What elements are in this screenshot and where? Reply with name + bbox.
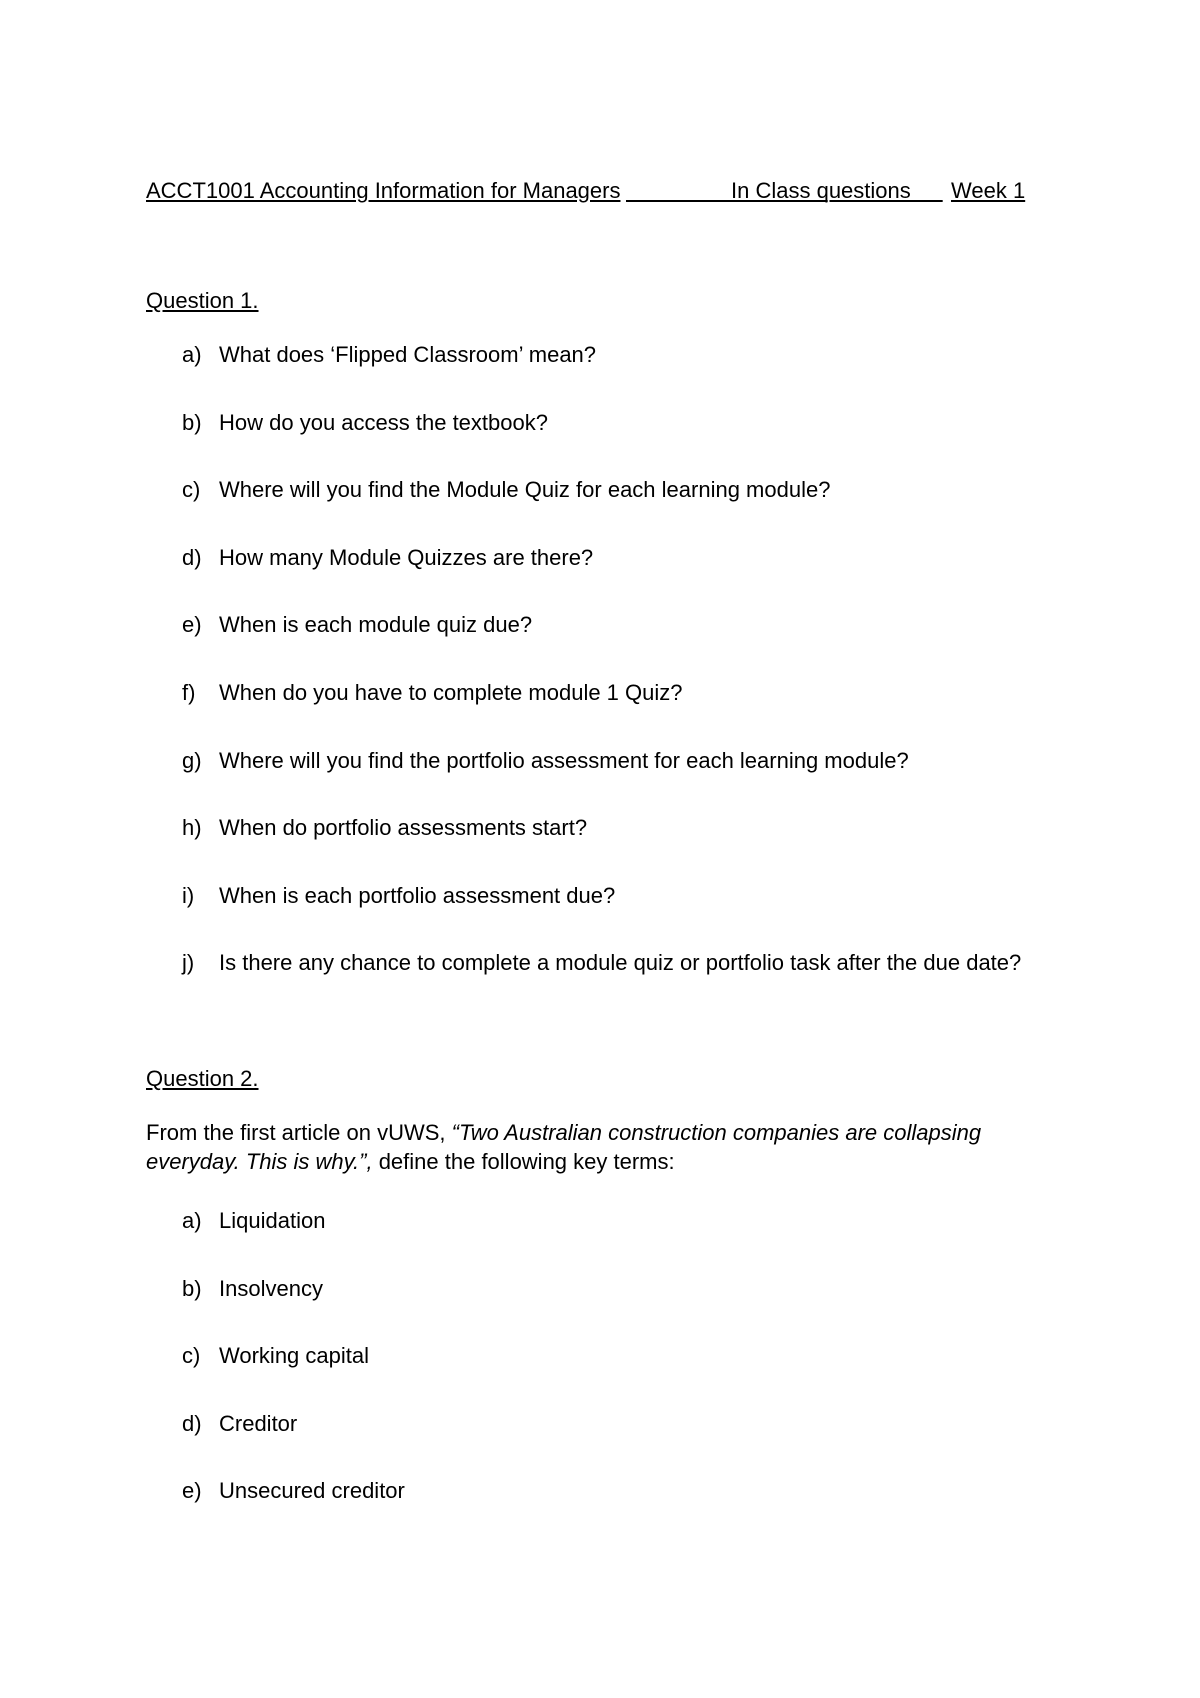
list-item: [0, 1206, 1100, 1238]
list-item-marker: i): [182, 882, 195, 908]
list-item-text: Working capital: [219, 1343, 369, 1369]
list-item-marker: d): [182, 1410, 202, 1436]
list-item-text: Insolvency: [219, 1275, 323, 1301]
list-item-text: Unsecured creditor: [219, 1478, 405, 1504]
document-header: [146, 176, 1026, 210]
list-item-marker: e): [182, 612, 202, 638]
list-item-marker: c): [182, 477, 201, 503]
week-label: Week 1: [951, 178, 1026, 203]
list-item-text: When is each module quiz due?: [219, 612, 533, 638]
list-item-marker: d): [182, 544, 202, 570]
list-item-marker: f): [182, 680, 196, 705]
article-title: “Two Australian construction companies are collapsing everyday. This is why.”,: [146, 1120, 982, 1174]
list-item-text: Is there any chance to complete a module quiz or portfolio task after the due date?: [219, 950, 1022, 976]
list-item-text: When is each portfolio assessment due?: [219, 882, 616, 908]
list-item-text: Liquidation: [219, 1208, 326, 1233]
list-item-marker: b): [182, 409, 202, 435]
list-item: [0, 340, 1100, 372]
list-item: [0, 1274, 1100, 1306]
list-item-marker: g): [182, 747, 202, 773]
list-item-text: Creditor: [219, 1410, 298, 1436]
list-item: [0, 813, 1100, 845]
list-item: [0, 475, 1100, 507]
intro-prefix: From the first article on vUWS,: [146, 1120, 452, 1145]
list-item: [0, 1476, 1100, 1508]
question-2-intro: [146, 1118, 1026, 1176]
list-item-text: When do portfolio assessments start?: [219, 815, 588, 841]
list-item: [0, 610, 1100, 642]
list-item-text: What does ‘Flipped Classroom’ mean?: [219, 342, 597, 367]
list-item: [0, 678, 1100, 710]
list-item: [0, 881, 1100, 913]
document-type: In Class questions: [731, 178, 911, 203]
list-item-marker: e): [182, 1478, 202, 1504]
list-item-text: How many Module Quizzes are there?: [219, 544, 594, 570]
list-item-marker: b): [182, 1275, 202, 1301]
list-item-text: Where will you find the Module Quiz for each learning module?: [219, 477, 831, 503]
list-item: [0, 746, 1100, 778]
list-item: [0, 408, 1100, 440]
course-title: ACCT1001 Accounting Information for Managers: [146, 178, 621, 203]
list-item: [0, 543, 1100, 575]
list-item: [0, 1409, 1100, 1441]
list-item-marker: a): [182, 1208, 202, 1233]
list-item-marker: a): [182, 342, 202, 367]
list-item: [0, 1341, 1100, 1373]
list-item-text: How do you access the textbook?: [219, 409, 548, 435]
list-item-marker: h): [182, 815, 202, 841]
list-item-text: Where will you find the portfolio assessment for each learning module?: [219, 747, 909, 773]
header-underline-gap-2: [906, 176, 946, 206]
question-2-heading: Question 2.: [146, 1066, 259, 1091]
question-1-heading: Question 1.: [146, 288, 259, 313]
list-item: [0, 948, 1100, 980]
list-item-text: When do you have to complete module 1 Quiz?: [219, 680, 683, 705]
list-item-marker: c): [182, 1343, 201, 1369]
list-item-marker: j): [182, 950, 195, 976]
intro-suffix: define the following key terms:: [372, 1149, 675, 1174]
